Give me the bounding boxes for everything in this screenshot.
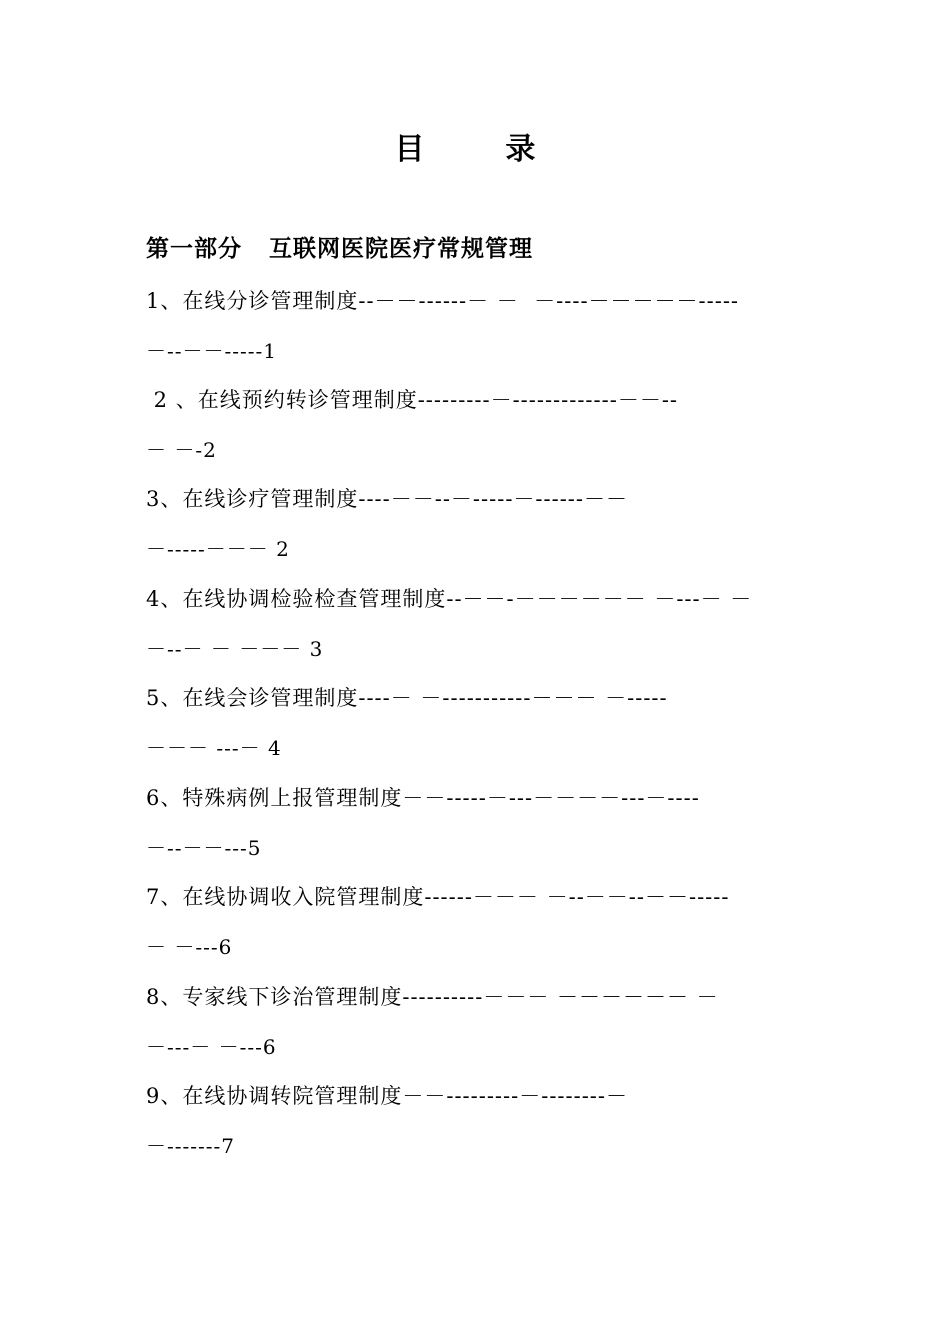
toc-entry-title: 9、在线协调转院管理制度－－---------－--------－ [146,1084,628,1108]
toc-entry-page: － －---6 [146,935,233,959]
toc-entry-page: －--－－---5 [146,836,262,860]
section-heading: 第一部分 互联网医院医疗常规管理 [146,235,534,262]
toc-entry-title: 4、在线协调检验检查管理制度--－－-－－－－－－ －---－ － [146,587,753,611]
toc-entry[interactable] [146,574,806,674]
toc-entry[interactable] [146,773,806,873]
page-title: 目 录 [394,132,556,167]
toc-entry-title: 7、在线协调收入院管理制度------－－－ －--－－--－－----- [146,885,730,909]
toc-entry-page: －--－－-----1 [146,339,278,363]
toc-entry[interactable] [146,872,806,972]
toc-entry[interactable] [146,673,806,773]
toc-entry-page: －－－ ---－ 4 [146,736,282,760]
toc-entry[interactable] [146,1071,806,1171]
toc-entry-title: 5、在线会诊管理制度----－ －-----------－－－ －----- [146,686,668,710]
toc-entry[interactable] [146,474,806,574]
toc-entry-page: －---－ －---6 [146,1035,277,1059]
toc-entry-title: 6、特殊病例上报管理制度－－-----－---－－－－---－---- [146,786,700,810]
toc-entry[interactable] [146,972,806,1072]
toc-entry-title: 2 、在线预约转诊管理制度---------－-------------－－-- [146,388,679,412]
toc-entry-page: －--－ － －－－ 3 [146,637,324,661]
toc-entry-page: －-------7 [146,1134,236,1158]
toc-entry-title: 8、专家线下诊治管理制度----------－－－ －－－－－－ － [146,985,719,1009]
toc-entry-title: 3、在线诊疗管理制度----－－--－-----－------－－ [146,487,628,511]
toc-entry-page: － －-2 [146,438,217,462]
toc-entry[interactable] [146,276,806,376]
toc-entry[interactable] [146,375,806,475]
toc-entry-title: 1、在线分诊管理制度--－－------－ － －----－－－－－----- [146,289,740,313]
toc-entry-page: －-----－－－ 2 [146,537,290,561]
